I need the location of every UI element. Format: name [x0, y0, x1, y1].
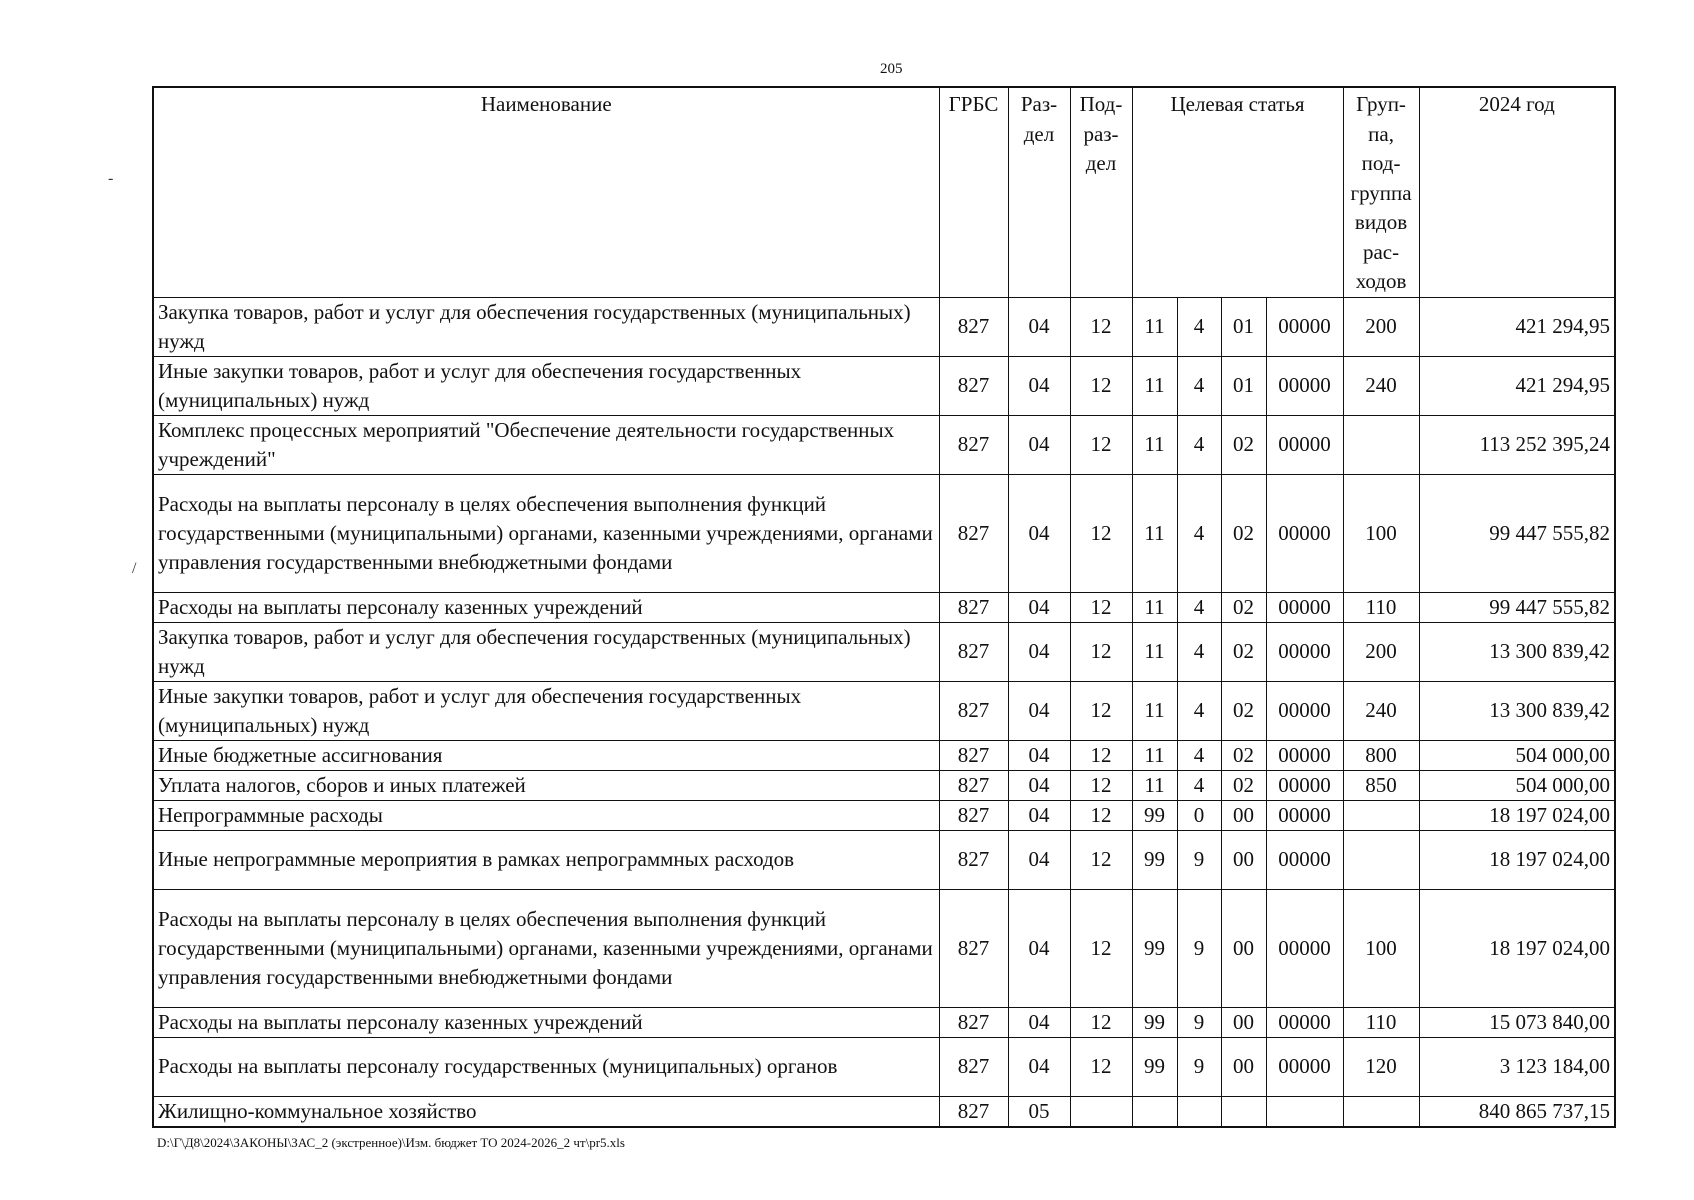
cell-grbs: 827 [939, 889, 1008, 1007]
cell-amount: 504 000,00 [1419, 770, 1615, 800]
cell-amount: 113 252 395,24 [1419, 415, 1615, 474]
table-header-row [153, 87, 1615, 297]
cell-target-program: 11 [1132, 356, 1177, 415]
cell-podrazdel: 12 [1070, 415, 1132, 474]
cell-target-structure: 00 [1221, 1007, 1266, 1037]
cell-target-structure: 00 [1221, 889, 1266, 1007]
cell-podrazdel: 12 [1070, 474, 1132, 592]
cell-grbs: 827 [939, 681, 1008, 740]
cell-target-program [1132, 1096, 1177, 1127]
table-row [153, 474, 1615, 592]
cell-expense-group: 200 [1343, 297, 1419, 356]
header-target-article: Целевая статья [1132, 87, 1343, 297]
cell-expense-group: 850 [1343, 770, 1419, 800]
cell-target-type: 4 [1177, 415, 1221, 474]
cell-razdel: 04 [1008, 1037, 1070, 1096]
cell-razdel: 04 [1008, 770, 1070, 800]
page-number: 205 [880, 61, 903, 77]
cell-amount: 99 447 555,82 [1419, 474, 1615, 592]
cell-target-type: 4 [1177, 681, 1221, 740]
cell-podrazdel: 12 [1070, 1007, 1132, 1037]
cell-podrazdel: 12 [1070, 770, 1132, 800]
cell-podrazdel: 12 [1070, 830, 1132, 889]
cell-podrazdel: 12 [1070, 740, 1132, 770]
cell-grbs: 827 [939, 474, 1008, 592]
cell-name: Закупка товаров, работ и услуг для обеспечения государственных (муниципальных) нужд [153, 297, 939, 356]
cell-amount: 840 865 737,15 [1419, 1096, 1615, 1127]
cell-grbs: 827 [939, 830, 1008, 889]
cell-target-structure: 02 [1221, 415, 1266, 474]
margin-mark-dash: - [108, 170, 114, 187]
cell-target-direction: 00000 [1266, 356, 1343, 415]
table-row [153, 1096, 1615, 1127]
header-grbs: ГРБС [939, 87, 1008, 297]
header-expense-group: Груп- па, под- группа видов рас- ходов [1343, 87, 1419, 297]
table-row [153, 622, 1615, 681]
cell-target-direction: 00000 [1266, 800, 1343, 830]
cell-target-program: 99 [1132, 830, 1177, 889]
cell-razdel: 04 [1008, 474, 1070, 592]
cell-amount: 13 300 839,42 [1419, 622, 1615, 681]
cell-podrazdel: 12 [1070, 297, 1132, 356]
cell-expense-group: 800 [1343, 740, 1419, 770]
cell-target-structure: 02 [1221, 770, 1266, 800]
header-podrazdel: Под- раз- дел [1070, 87, 1132, 297]
cell-target-program: 11 [1132, 681, 1177, 740]
cell-razdel: 04 [1008, 415, 1070, 474]
cell-target-type: 9 [1177, 1007, 1221, 1037]
cell-target-direction [1266, 1096, 1343, 1127]
cell-name: Расходы на выплаты персоналу казенных учреждений [153, 592, 939, 622]
cell-razdel: 04 [1008, 681, 1070, 740]
cell-target-structure: 02 [1221, 474, 1266, 592]
cell-name: Закупка товаров, работ и услуг для обеспечения государственных (муниципальных) нужд [153, 622, 939, 681]
cell-target-program: 11 [1132, 297, 1177, 356]
cell-target-structure: 02 [1221, 592, 1266, 622]
table-row [153, 830, 1615, 889]
cell-podrazdel: 12 [1070, 622, 1132, 681]
cell-razdel: 04 [1008, 800, 1070, 830]
cell-amount: 504 000,00 [1419, 740, 1615, 770]
cell-expense-group: 110 [1343, 1007, 1419, 1037]
cell-target-direction: 00000 [1266, 622, 1343, 681]
cell-target-type: 4 [1177, 740, 1221, 770]
cell-grbs: 827 [939, 622, 1008, 681]
cell-name: Комплекс процессных мероприятий "Обеспечение деятельности государственных учреждений" [153, 415, 939, 474]
cell-target-type: 9 [1177, 1037, 1221, 1096]
cell-podrazdel: 12 [1070, 681, 1132, 740]
cell-target-structure: 01 [1221, 297, 1266, 356]
cell-expense-group: 240 [1343, 356, 1419, 415]
cell-target-direction: 00000 [1266, 740, 1343, 770]
cell-target-direction: 00000 [1266, 592, 1343, 622]
cell-target-type [1177, 1096, 1221, 1127]
margin-mark-slash: / [132, 560, 137, 577]
cell-name: Уплата налогов, сборов и иных платежей [153, 770, 939, 800]
cell-grbs: 827 [939, 297, 1008, 356]
cell-razdel: 05 [1008, 1096, 1070, 1127]
cell-amount: 99 447 555,82 [1419, 592, 1615, 622]
table-row [153, 740, 1615, 770]
cell-target-type: 4 [1177, 297, 1221, 356]
cell-target-program: 11 [1132, 474, 1177, 592]
cell-target-type: 4 [1177, 356, 1221, 415]
cell-razdel: 04 [1008, 830, 1070, 889]
cell-name: Непрограммные расходы [153, 800, 939, 830]
cell-target-program: 99 [1132, 1007, 1177, 1037]
header-razdel: Раз- дел [1008, 87, 1070, 297]
cell-target-type: 0 [1177, 800, 1221, 830]
cell-podrazdel [1070, 1096, 1132, 1127]
table-row [153, 356, 1615, 415]
cell-target-type: 4 [1177, 622, 1221, 681]
cell-target-program: 11 [1132, 770, 1177, 800]
cell-target-program: 11 [1132, 622, 1177, 681]
cell-podrazdel: 12 [1070, 1037, 1132, 1096]
cell-name: Иные закупки товаров, работ и услуг для обеспечения государственных (муниципальных) нужд [153, 356, 939, 415]
cell-target-structure: 00 [1221, 800, 1266, 830]
cell-expense-group [1343, 1096, 1419, 1127]
cell-expense-group [1343, 830, 1419, 889]
cell-target-type: 4 [1177, 770, 1221, 800]
cell-target-structure [1221, 1096, 1266, 1127]
cell-target-program: 11 [1132, 592, 1177, 622]
cell-name: Иные бюджетные ассигнования [153, 740, 939, 770]
cell-grbs: 827 [939, 592, 1008, 622]
cell-amount: 15 073 840,00 [1419, 1007, 1615, 1037]
cell-target-direction: 00000 [1266, 889, 1343, 1007]
cell-name: Расходы на выплаты персоналу казенных учреждений [153, 1007, 939, 1037]
table-row [153, 592, 1615, 622]
cell-podrazdel: 12 [1070, 592, 1132, 622]
cell-podrazdel: 12 [1070, 356, 1132, 415]
table-row [153, 889, 1615, 1007]
cell-target-structure: 02 [1221, 740, 1266, 770]
cell-expense-group: 240 [1343, 681, 1419, 740]
cell-grbs: 827 [939, 1096, 1008, 1127]
cell-target-type: 4 [1177, 474, 1221, 592]
cell-grbs: 827 [939, 800, 1008, 830]
cell-amount: 18 197 024,00 [1419, 800, 1615, 830]
cell-target-direction: 00000 [1266, 681, 1343, 740]
cell-target-program: 11 [1132, 415, 1177, 474]
cell-amount: 3 123 184,00 [1419, 1037, 1615, 1096]
cell-amount: 13 300 839,42 [1419, 681, 1615, 740]
cell-razdel: 04 [1008, 622, 1070, 681]
cell-name: Расходы на выплаты персоналу государственных (муниципальных) органов [153, 1037, 939, 1096]
cell-razdel: 04 [1008, 592, 1070, 622]
cell-target-program: 99 [1132, 1037, 1177, 1096]
cell-target-type: 9 [1177, 830, 1221, 889]
cell-name: Расходы на выплаты персоналу в целях обеспечения выполнения функций государственными (муниципальными) органами, казенными учреждениями, органами управления государственными внебюджетными фондами [153, 474, 939, 592]
cell-grbs: 827 [939, 415, 1008, 474]
table-row [153, 1037, 1615, 1096]
cell-expense-group: 100 [1343, 474, 1419, 592]
cell-target-direction: 00000 [1266, 415, 1343, 474]
cell-grbs: 827 [939, 740, 1008, 770]
cell-target-program: 99 [1132, 889, 1177, 1007]
cell-target-program: 99 [1132, 800, 1177, 830]
cell-name: Жилищно-коммунальное хозяйство [153, 1096, 939, 1127]
cell-grbs: 827 [939, 770, 1008, 800]
cell-razdel: 04 [1008, 740, 1070, 770]
cell-name: Иные непрограммные мероприятия в рамках непрограммных расходов [153, 830, 939, 889]
cell-target-direction: 00000 [1266, 1037, 1343, 1096]
cell-target-direction: 00000 [1266, 830, 1343, 889]
cell-amount: 421 294,95 [1419, 297, 1615, 356]
table-row [153, 770, 1615, 800]
table-row [153, 297, 1615, 356]
cell-expense-group [1343, 800, 1419, 830]
cell-target-structure: 02 [1221, 622, 1266, 681]
cell-target-direction: 00000 [1266, 1007, 1343, 1037]
cell-target-direction: 00000 [1266, 770, 1343, 800]
cell-podrazdel: 12 [1070, 800, 1132, 830]
cell-razdel: 04 [1008, 889, 1070, 1007]
header-name: Наименование [153, 87, 939, 297]
cell-expense-group [1343, 415, 1419, 474]
cell-podrazdel: 12 [1070, 889, 1132, 1007]
cell-grbs: 827 [939, 1037, 1008, 1096]
cell-expense-group: 200 [1343, 622, 1419, 681]
cell-target-structure: 00 [1221, 830, 1266, 889]
cell-amount: 18 197 024,00 [1419, 830, 1615, 889]
cell-target-program: 11 [1132, 740, 1177, 770]
cell-target-structure: 01 [1221, 356, 1266, 415]
cell-grbs: 827 [939, 1007, 1008, 1037]
cell-expense-group: 120 [1343, 1037, 1419, 1096]
header-year-2024: 2024 год [1419, 87, 1615, 297]
cell-amount: 421 294,95 [1419, 356, 1615, 415]
table-row [153, 415, 1615, 474]
cell-target-type: 9 [1177, 889, 1221, 1007]
cell-target-type: 4 [1177, 592, 1221, 622]
footer-file-path: D:\Г\Д8\2024\ЗАКОНЫ\ЗАС_2 (экстренное)\Изм. бюджет ТО 2024-2026_2 чт\pr5.xls [157, 1135, 625, 1150]
cell-target-structure: 00 [1221, 1037, 1266, 1096]
cell-expense-group: 100 [1343, 889, 1419, 1007]
budget-table [152, 86, 1616, 1128]
cell-razdel: 04 [1008, 356, 1070, 415]
cell-grbs: 827 [939, 356, 1008, 415]
cell-razdel: 04 [1008, 1007, 1070, 1037]
cell-target-direction: 00000 [1266, 297, 1343, 356]
cell-target-structure: 02 [1221, 681, 1266, 740]
cell-name: Расходы на выплаты персоналу в целях обеспечения выполнения функций государственными (муниципальными) органами, казенными учреждениями, органами управления государственными внебюджетными фондами [153, 889, 939, 1007]
cell-amount: 18 197 024,00 [1419, 889, 1615, 1007]
table-row [153, 800, 1615, 830]
cell-name: Иные закупки товаров, работ и услуг для обеспечения государственных (муниципальных) нужд [153, 681, 939, 740]
cell-expense-group: 110 [1343, 592, 1419, 622]
table-row [153, 681, 1615, 740]
table-row [153, 1007, 1615, 1037]
cell-razdel: 04 [1008, 297, 1070, 356]
cell-target-direction: 00000 [1266, 474, 1343, 592]
